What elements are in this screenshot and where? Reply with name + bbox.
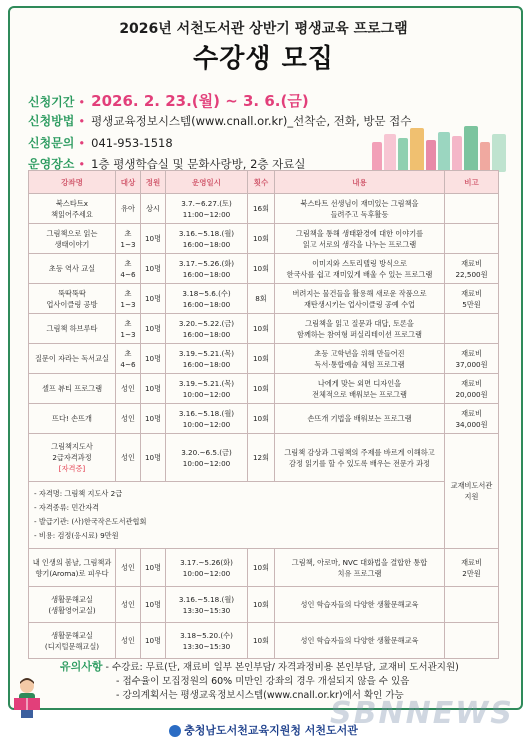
table-cell-time: 3.19.~5.21.(목) 10:00~12:00 bbox=[166, 374, 248, 404]
table-cell-target: 성인 bbox=[116, 623, 141, 659]
bullet-icon: • bbox=[78, 95, 86, 109]
schedule-table bbox=[28, 170, 499, 659]
table-cell-time: 3.16.~5.18.(월) 13:30~15:30 bbox=[166, 587, 248, 623]
cert-detail-line: - 자격종류: 민간자격 bbox=[34, 503, 100, 512]
table-cell-note: 재료비 5만원 bbox=[445, 284, 499, 314]
table-cell-name: 생활문해교실 (생활영어교실) bbox=[29, 587, 116, 623]
table-cell-count: 10회 bbox=[248, 314, 275, 344]
table-cell-content: 그림책 감상과 그림책의 주제를 바르게 이해하고 감정 읽기를 할 수 있도록 배우는 전문가 과정 bbox=[275, 434, 445, 482]
table-cell-time: 3.19.~5.21.(목) 16:00~18:00 bbox=[166, 344, 248, 374]
bullet-icon: • bbox=[78, 157, 86, 171]
table-cell-cap: 10명 bbox=[141, 549, 166, 587]
table-cell-name: 그림책으로 읽는 생태이야기 bbox=[29, 224, 116, 254]
table-row bbox=[29, 549, 499, 587]
table-cell-cap: 10명 bbox=[141, 434, 166, 482]
table-cell-name: 뜨다! 손뜨개 bbox=[29, 404, 116, 434]
table-row bbox=[29, 434, 499, 482]
table-cell-cap: 10명 bbox=[141, 344, 166, 374]
poster-subtitle: 2026년 서천도서관 상반기 평생교육 프로그램 bbox=[119, 21, 408, 37]
table-cell-target: 성인 bbox=[116, 434, 141, 482]
venue-label: 운영장소 bbox=[28, 157, 75, 171]
table-cell-cap: 10명 bbox=[141, 587, 166, 623]
table-cell-cap: 10명 bbox=[141, 404, 166, 434]
bullet-icon: • bbox=[78, 136, 86, 150]
cert-tag: [자격증] bbox=[58, 464, 86, 473]
table-cell-cap: 10명 bbox=[141, 623, 166, 659]
table-cell-time: 3.17.~5.26(화) 10:00~12:00 bbox=[166, 549, 248, 587]
table-cell-target: 성인 bbox=[116, 404, 141, 434]
table-cell-time: 3.7.~6.27.(토) 11:00~12:00 bbox=[166, 194, 248, 224]
method-value: 평생교육정보시스템(www.cnall.or.kr)_선착순, 전화, 방문 접수 bbox=[91, 114, 412, 128]
table-cell-content: 그림책을 통해 생태환경에 대한 이야기를 읽고 서로의 생각을 나누는 프로그램 bbox=[275, 224, 445, 254]
table-cell-note: 재료비 37,000원 bbox=[445, 344, 499, 374]
table-cell-note bbox=[445, 314, 499, 344]
table-cell-content: 손뜨개 기법을 배워보는 프로그램 bbox=[275, 404, 445, 434]
table-row bbox=[29, 314, 499, 344]
table-cell-target: 성인 bbox=[116, 374, 141, 404]
table-cell-note: 재료비 20,000원 bbox=[445, 374, 499, 404]
note-line: - 강의계획서는 평생교육정보시스템(www.cnall.or.kr)에서 확인 가능 bbox=[116, 690, 404, 701]
table-cell-cap: 10명 bbox=[141, 284, 166, 314]
reading-child-icon bbox=[10, 676, 44, 720]
info-contact bbox=[28, 134, 173, 151]
table-cell-name: 그림책 하브루타 bbox=[29, 314, 116, 344]
table-cell-note: 교재비도서관 지원 bbox=[445, 434, 499, 549]
notes-label: 유의사항 bbox=[60, 660, 103, 673]
table-cell-target: 초4~6 bbox=[116, 344, 141, 374]
table-cell-time: 3.20.~6.5.(금) 10:00~12:00 bbox=[166, 434, 248, 482]
header-cell: 운영일시 bbox=[166, 171, 248, 194]
table-cell-cap: 10명 bbox=[141, 314, 166, 344]
table-cell-count: 12회 bbox=[248, 434, 275, 482]
table-cell-name: 초등 역사 교실 bbox=[29, 254, 116, 284]
table-cell-target: 초1~3 bbox=[116, 284, 141, 314]
header-cell: 내용 bbox=[275, 171, 445, 194]
table-cell-cap: 10명 bbox=[141, 374, 166, 404]
table-row bbox=[29, 344, 499, 374]
table-cell-time: 3.20.~5.22.(금) 16:00~18:00 bbox=[166, 314, 248, 344]
period-label: 신청기간 bbox=[28, 95, 75, 109]
table-cell-target: 초1~3 bbox=[116, 224, 141, 254]
cert-detail-line: - 발급기관: (사)한국작은도서관협회 bbox=[34, 517, 147, 526]
table-cell-cap: 상시 bbox=[141, 194, 166, 224]
header-cell: 비고 bbox=[445, 171, 499, 194]
bullet-icon: • bbox=[78, 114, 86, 128]
contact-label: 신청문의 bbox=[28, 136, 75, 150]
table-cell-cap: 10명 bbox=[141, 224, 166, 254]
table-cell-content: 북스타트 선생님이 재미있는 그림책을 들려주고 독후활동 bbox=[275, 194, 445, 224]
contact-value: 041-953-1518 bbox=[91, 136, 173, 150]
table-cell-name: 북스타트x 책읽어주세요 bbox=[29, 194, 116, 224]
table-cell-note bbox=[445, 224, 499, 254]
table-cell-count: 8회 bbox=[248, 284, 275, 314]
table-cell-note bbox=[445, 194, 499, 224]
table-cell-target: 성인 bbox=[116, 587, 141, 623]
table-cell-content: 그림책, 아로마, NVC 대화법을 결합한 통합 치유 프로그램 bbox=[275, 549, 445, 587]
table-cell-content: 이미지와 스토리텔링 방식으로 한국사를 쉽고 재미있게 배울 수 있는 프로그램 bbox=[275, 254, 445, 284]
table-cell-name: 질문이 자라는 독서교실 bbox=[29, 344, 116, 374]
table-cell-name: 뚝딱뚝딱 업사이클링 공방 bbox=[29, 284, 116, 314]
cert-detail-line: - 자격명: 그림책 지도사 2급 bbox=[34, 489, 123, 498]
table-cell-count: 10회 bbox=[248, 374, 275, 404]
table-cell-content: 버려지는 물건들을 활용해 새로운 작품으로 재탄생시키는 업사이클링 공예 수업 bbox=[275, 284, 445, 314]
table-header-row bbox=[29, 171, 499, 194]
table-row bbox=[29, 623, 499, 659]
period-value: 2026. 2. 23.(월) ~ 3. 6.(금) bbox=[91, 92, 309, 110]
table-cell-note bbox=[445, 587, 499, 623]
header-cell: 강좌명 bbox=[29, 171, 116, 194]
table-cell-count: 10회 bbox=[248, 344, 275, 374]
cert-details-row bbox=[29, 482, 499, 549]
note-line: - 접수율이 모집정원의 60% 미만인 강좌의 경우 개설되지 않을 수 있음 bbox=[116, 676, 410, 687]
cert-detail-line: - 비용: 검정(응시료) 9만원 bbox=[34, 531, 119, 540]
table-row bbox=[29, 254, 499, 284]
table-cell-count: 10회 bbox=[248, 404, 275, 434]
table-cell-name: 내 인생의 봄날, 그림책과 향기(Aroma)로 피우다 bbox=[29, 549, 116, 587]
watermark: SBNNEWS bbox=[330, 696, 514, 731]
poster-title: 수강생 모집 bbox=[193, 44, 334, 74]
table-cell-note: 재료비 34,000원 bbox=[445, 404, 499, 434]
note-line: - 수강료: 무료(단, 재료비 일부 본인부담/ 자격과정비용 본인부담, 교재비 도서관지원) bbox=[105, 662, 459, 673]
table-row bbox=[29, 224, 499, 254]
table-row bbox=[29, 404, 499, 434]
table-cell-target: 초1~3 bbox=[116, 314, 141, 344]
footer-org: 충청남도서천교육지원청 서천도서관 bbox=[184, 724, 358, 737]
table-cell-time: 3.18~5.6.(수) 16:00~18:00 bbox=[166, 284, 248, 314]
header-cell: 대상 bbox=[116, 171, 141, 194]
table-cell-count: 10회 bbox=[248, 224, 275, 254]
table-cell-content: 성인 학습자들의 다양한 생활문해교육 bbox=[275, 623, 445, 659]
books-illustration bbox=[372, 122, 512, 172]
table-cell-content: 그림책을 읽고 질문과 대답, 토론을 함께하는 참여형 퍼실리테이션 프로그램 bbox=[275, 314, 445, 344]
header-cell: 횟수 bbox=[248, 171, 275, 194]
table-cell-content: 성인 학습자들의 다양한 생활문해교육 bbox=[275, 587, 445, 623]
table-cell-count: 16회 bbox=[248, 194, 275, 224]
table-row bbox=[29, 587, 499, 623]
table-cell-time: 3.16.~5.18.(월) 10:00~12:00 bbox=[166, 404, 248, 434]
org-logo-icon bbox=[169, 725, 181, 737]
table-cell-time: 3.18~5.20.(수) 13:30~15:30 bbox=[166, 623, 248, 659]
header-cell: 정원 bbox=[141, 171, 166, 194]
table-cell-note: 재료비 2만원 bbox=[445, 549, 499, 587]
table-cell-time: 3.16.~5.18.(월) 16:00~18:00 bbox=[166, 224, 248, 254]
table-cell-time: 3.17.~5.26.(화) 16:00~18:00 bbox=[166, 254, 248, 284]
info-period bbox=[28, 90, 309, 111]
table-cell-count: 10회 bbox=[248, 549, 275, 587]
table-cell-content: 초등 고학년을 위해 만들어진 독서·통합예술 체험 프로그램 bbox=[275, 344, 445, 374]
table-cell-count: 10회 bbox=[248, 623, 275, 659]
table-cell-count: 10회 bbox=[248, 587, 275, 623]
table-cell-name: 생활문해교실 (디지털문해교실) bbox=[29, 623, 116, 659]
table-cell-name bbox=[29, 434, 116, 482]
table-cell-target: 성인 bbox=[116, 549, 141, 587]
info-method bbox=[28, 112, 411, 129]
table-row bbox=[29, 194, 499, 224]
table-cell-note: 재료비 22,500원 bbox=[445, 254, 499, 284]
venue-value: 1층 평생학습실 및 문화사랑방, 2층 자료실 bbox=[91, 157, 306, 171]
cert-details bbox=[29, 482, 445, 549]
table-cell-content: 나에게 맞는 외면 디자인을 전체적으로 배워보는 프로그램 bbox=[275, 374, 445, 404]
table-cell-count: 10회 bbox=[248, 254, 275, 284]
table-cell-note bbox=[445, 623, 499, 659]
table-cell-name: 셀프 뷰티 프로그램 bbox=[29, 374, 116, 404]
table-cell-target: 초4~6 bbox=[116, 254, 141, 284]
table-row bbox=[29, 284, 499, 314]
table-row bbox=[29, 374, 499, 404]
table-cell-target: 유아 bbox=[116, 194, 141, 224]
table-cell-cap: 10명 bbox=[141, 254, 166, 284]
footer bbox=[0, 722, 527, 738]
method-label: 신청방법 bbox=[28, 114, 75, 128]
course-name: 그림책지도사 2급자격과정 bbox=[51, 442, 93, 462]
